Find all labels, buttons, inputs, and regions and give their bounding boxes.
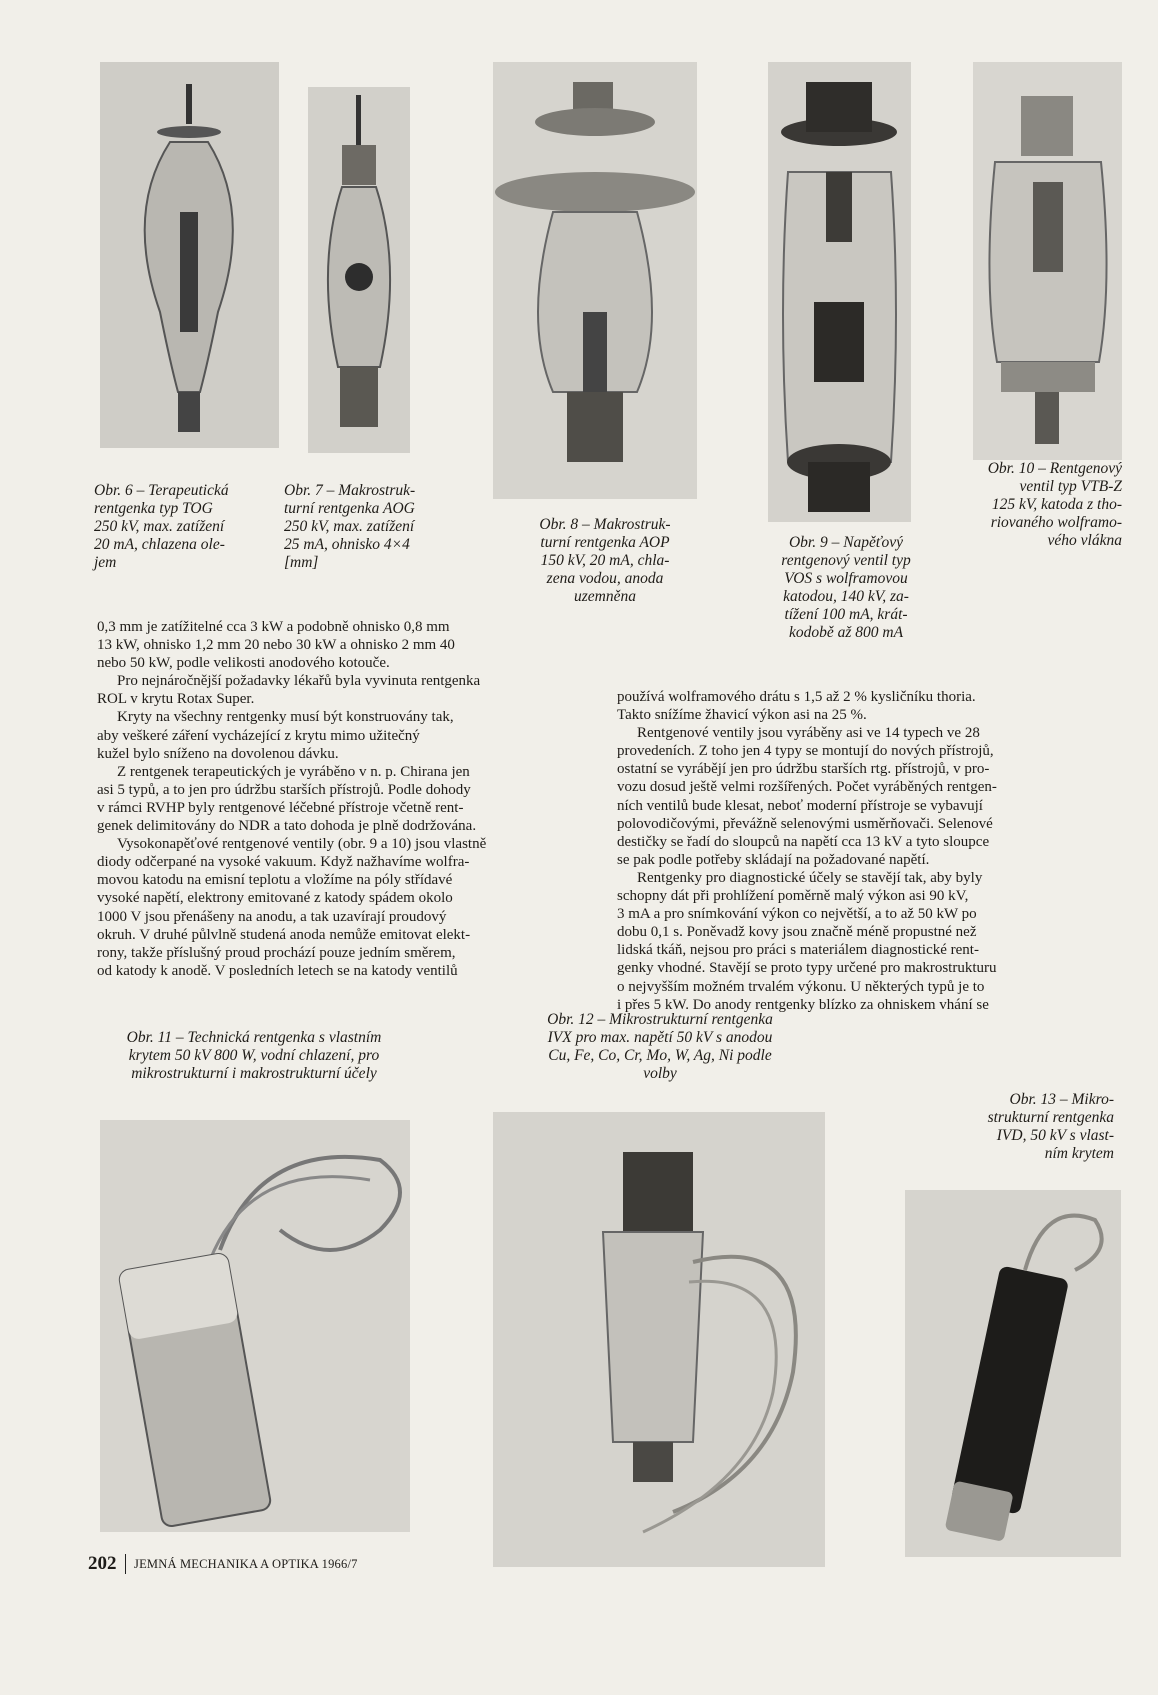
body-text-line: Z rentgenek terapeutických je vyráběno v n. p. Chirana jen xyxy=(117,763,470,780)
caption-line: IVX pro max. napětí 50 kV s anodou xyxy=(547,1029,773,1046)
body-text-line: dobu 0,1 s. Poněvadž kovy jsou značně méně propustné než xyxy=(617,924,977,941)
caption-line: Obr. 12 – Mikrostrukturní rentgenka xyxy=(547,1011,773,1028)
body-text-line: destičky se řadí do sloupců na napětí cca 13 kV a tyto sloupce xyxy=(617,833,990,850)
caption-fig12 xyxy=(480,1011,840,1083)
body-text-line: provedeních. Z toho jen 4 typy se montují do nových přístrojů, xyxy=(617,743,994,760)
caption-line: ním krytem xyxy=(1044,1145,1114,1162)
body-text-line: 3 mA a pro snímkování výkon co největší, a to až 50 kW po xyxy=(617,906,977,923)
caption-line: [mm] xyxy=(284,554,319,571)
caption-fig9 xyxy=(764,534,928,642)
body-text-line: movou katodu na emisní teplotu a vložíme na póly střídavé xyxy=(97,872,453,889)
body-text-line: v rámci RVHP byly rentgenové léčebné přístroje včetně rent- xyxy=(97,799,464,816)
body-text-line: lidská tkáň, nejsou pro práci s materiálem diagnostické rent- xyxy=(617,942,979,959)
caption-line: 125 kV, katoda z tho- xyxy=(991,496,1122,513)
caption-line: Obr. 7 – Makrostruk- xyxy=(284,482,416,499)
caption-line: Obr. 13 – Mikro- xyxy=(1009,1091,1114,1108)
caption-line: Obr. 10 – Rentgenový xyxy=(987,460,1122,477)
body-text-line: Vysokonapěťové rentgenové ventily (obr. 9 a 10) jsou vlastně xyxy=(117,836,487,853)
caption-line: krytem 50 kV 800 W, vodní chlazení, pro xyxy=(128,1047,380,1064)
caption-line: 150 kV, 20 mA, chla- xyxy=(540,552,670,569)
photo-fig13 xyxy=(905,1190,1121,1557)
body-text-line: Pro nejnáročnější požadavky lékařů byla vyvinuta rentgenka xyxy=(117,673,481,690)
body-text-line: diody odčerpané na vysoké vakuum. Když nažhavíme wolfra- xyxy=(97,854,470,871)
caption-line: vého vlákna xyxy=(1047,532,1122,549)
body-text-line: Rentgenky pro diagnostické účely se stavějí tak, aby byly xyxy=(637,869,983,886)
caption-line: 20 mA, chlazena ole- xyxy=(94,536,225,553)
body-text-line: ostatní se vyrábějí jen pro údržbu starších rtg. přístrojů, v pro- xyxy=(617,761,990,778)
caption-line: zena vodou, anoda xyxy=(546,570,664,587)
photo-fig12 xyxy=(493,1112,825,1567)
caption-fig11 xyxy=(84,1029,424,1083)
caption-line: turní rentgenka AOG xyxy=(284,500,415,517)
body-text-line: polovodičovými, převážně selenovými usměrňovači. Selenové xyxy=(617,815,993,832)
page-footer xyxy=(88,1553,358,1575)
photo-fig6-image xyxy=(100,62,279,448)
footer-divider xyxy=(125,1554,127,1574)
body-text-line: kužel bylo sníženo na dovolenou dávku. xyxy=(97,745,339,762)
caption-line: 25 mA, ohnisko 4×4 xyxy=(284,536,410,553)
journal-title: JEMNÁ MECHANIKA A OPTIKA 1966/7 xyxy=(134,1556,358,1571)
body-text-line: vysoké napětí, elektrony emitované z katody spádem okolo xyxy=(97,890,453,907)
body-text-line: asi 5 typů, a to jen pro údržbu starších přístrojů. Podle dohody xyxy=(97,781,471,798)
body-text-line: okruh. V druhé půlvlně studená anoda nemůže emitovat elekt- xyxy=(97,926,471,943)
photo-fig7-image xyxy=(308,87,410,453)
body-text-line: nebo 50 kW, podle velikosti anodového kotouče. xyxy=(97,655,390,672)
body-text-line: 13 kW, ohnisko 1,2 mm 20 nebo 30 kW a ohnisko 2 mm 40 xyxy=(97,637,455,654)
body-text-line: Rentgenové ventily jsou vyráběny asi ve 14 typech ve 28 xyxy=(637,725,980,742)
caption-line: mikrostrukturní i makrostrukturní účely xyxy=(131,1065,377,1082)
caption-line: uzemněna xyxy=(574,588,636,605)
photo-fig11 xyxy=(100,1120,410,1532)
caption-fig13 xyxy=(940,1091,1114,1163)
body-text-line: schopny dát při prohlížení poměrně malý výkon asi 90 kV, xyxy=(617,888,969,905)
body-text-line: 1000 V jsou přenášeny na anodu, a tak uzavírají proudový xyxy=(97,908,447,925)
body-column-left xyxy=(97,618,597,980)
body-text-line: genky vhodné. Stavějí se proto typy určené pro makrostrukturu xyxy=(617,960,997,977)
photo-fig8-image xyxy=(493,62,697,499)
caption-line: riovaného wolframo- xyxy=(990,514,1122,531)
caption-line: kodobě až 800 mA xyxy=(788,624,904,641)
caption-line: ventil typ VTB-Z xyxy=(1019,478,1122,495)
caption-line: strukturní rentgenka xyxy=(987,1109,1114,1126)
caption-fig6 xyxy=(94,482,264,572)
body-text-line: aby veškeré záření vycházející z krytu mimo užitečný xyxy=(97,727,420,744)
caption-line: 250 kV, max. zatížení xyxy=(284,518,415,535)
photo-fig6 xyxy=(100,62,279,448)
caption-line: katodou, 140 kV, za- xyxy=(783,588,909,605)
caption-fig8 xyxy=(520,516,690,606)
photo-fig9-image xyxy=(768,62,911,522)
caption-line: Cu, Fe, Co, Cr, Mo, W, Ag, Ni podle xyxy=(548,1047,772,1064)
body-text-line: Kryty na všechny rentgenky musí být konstruovány tak, xyxy=(117,709,454,726)
page-number: 202 xyxy=(88,1553,117,1574)
caption-line: VOS s wolframovou xyxy=(784,570,908,587)
caption-line: rentgenový ventil typ xyxy=(781,552,911,569)
photo-fig7 xyxy=(308,87,410,453)
caption-line: Obr. 9 – Napěťový xyxy=(788,534,904,551)
body-text-line: ROL v krytu Rotax Super. xyxy=(97,691,255,708)
body-text-line: 0,3 mm je zatížitelné cca 3 kW a podobně ohnisko 0,8 mm xyxy=(97,619,450,635)
caption-line: IVD, 50 kV s vlast- xyxy=(996,1127,1114,1144)
photo-fig12-image xyxy=(493,1112,825,1567)
photo-fig10-image xyxy=(973,62,1122,460)
caption-line: 250 kV, max. zatížení xyxy=(94,518,225,535)
caption-line: volby xyxy=(643,1065,677,1082)
caption-fig10 xyxy=(938,460,1122,550)
caption-line: Obr. 8 – Makrostruk- xyxy=(539,516,671,533)
body-text-line: se pak podle potřeby skládají na požadované napětí. xyxy=(617,851,930,868)
caption-line: jem xyxy=(94,554,117,571)
body-column-right xyxy=(617,688,1117,1014)
caption-line: turní rentgenka AOP xyxy=(540,534,670,551)
body-text-line: od katody k anodě. V posledních letech se na katody ventilů xyxy=(97,962,458,979)
body-text-line: používá wolframového drátu s 1,5 až 2 % kysličníku thoria. xyxy=(617,689,976,705)
body-text-line: genek delimitovány do NDR a tato dohoda je plně dodržována. xyxy=(97,818,477,835)
caption-line: Obr. 6 – Terapeutická xyxy=(94,482,229,499)
body-text-line: ních ventilů bude klesat, neboť moderní přístroje se vybavují xyxy=(617,797,983,814)
body-text-line: o nejvyšším možném trvalém výkonu. U některých typů je to xyxy=(617,978,985,995)
photo-fig9 xyxy=(768,62,911,522)
photo-fig11-image xyxy=(100,1120,410,1532)
photo-fig8 xyxy=(493,62,697,499)
photo-fig13-image xyxy=(905,1190,1121,1557)
caption-line: Obr. 11 – Technická rentgenka s vlastním xyxy=(126,1029,382,1046)
body-text-line: Takto snížíme žhavicí výkon asi na 25 %. xyxy=(617,707,867,724)
caption-line: rentgenka typ TOG xyxy=(94,500,213,517)
caption-line: tížení 100 mA, krát- xyxy=(784,606,908,623)
body-text-line: i přes 5 kW. Do anody rentgenky blízko za ohniskem vhání se xyxy=(617,996,989,1013)
photo-fig10 xyxy=(973,62,1122,460)
body-text-line: vozu dosud ještě velmi rozšířených. Počet vyráběných rentgen- xyxy=(617,779,997,796)
caption-fig7 xyxy=(284,482,450,572)
body-text-line: rony, takže příslušný proud prochází pouze jedním směrem, xyxy=(97,944,456,961)
